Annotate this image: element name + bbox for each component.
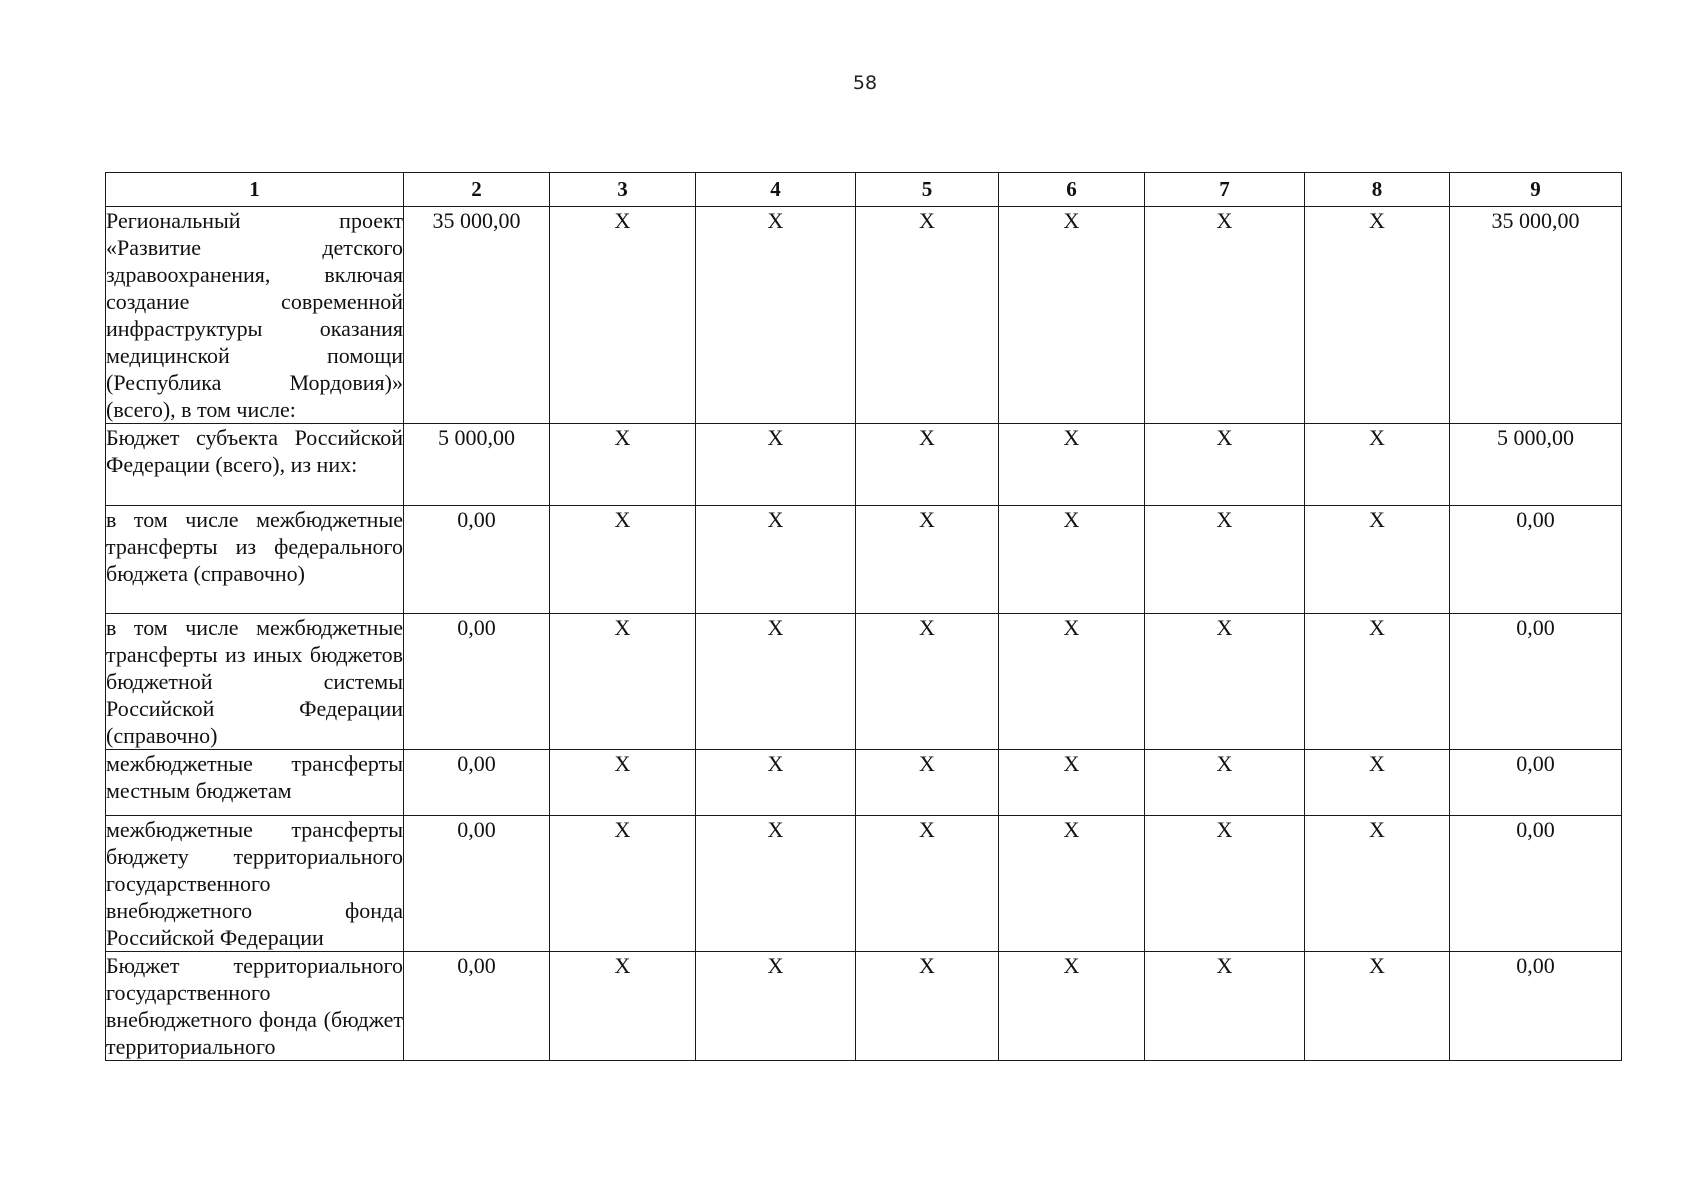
cell-col5: X (856, 506, 999, 614)
column-header: 3 (550, 173, 696, 207)
cell-col8: X (1305, 207, 1450, 424)
table-row (106, 816, 1622, 952)
row-label: Бюджет территориального государственного внебюджетного фонда (бюджет территориального (106, 953, 403, 1059)
table-row (106, 424, 1622, 506)
cell-col4: X (696, 952, 856, 1061)
cell-col5: X (856, 614, 999, 750)
row-label: межбюджетные трансферты местным бюджетам (106, 750, 404, 816)
cell-col5: X (856, 424, 999, 506)
cell-col8: X (1305, 952, 1450, 1061)
cell-col8: X (1305, 750, 1450, 816)
table-row (106, 207, 1622, 424)
row-label: межбюджетные трансферты бюджету территориального государственного внебюджетного фонда Российской Федерации (106, 817, 403, 950)
cell-col5: X (856, 816, 999, 952)
row-label: в том числе межбюджетные трансферты из иных бюджетов бюджетной системы Российской Федерации (справочно) (106, 615, 403, 748)
cell-col4: X (696, 816, 856, 952)
table-row (106, 506, 1622, 614)
cell-col2: 35 000,00 (404, 207, 550, 424)
cell-col3: X (550, 952, 696, 1061)
budget-table (105, 172, 1622, 1061)
cell-col2: 5 000,00 (404, 424, 550, 506)
cell-col6: X (999, 506, 1145, 614)
cell-col5: X (856, 207, 999, 424)
cell-col2: 0,00 (404, 816, 550, 952)
table-row (106, 750, 1622, 816)
cell-col2: 0,00 (404, 506, 550, 614)
column-header: 2 (404, 173, 550, 207)
cell-col4: X (696, 424, 856, 506)
cell-col6: X (999, 424, 1145, 506)
cell-col6: X (999, 614, 1145, 750)
cell-col3: X (550, 614, 696, 750)
column-header: 6 (999, 173, 1145, 207)
cell-col3: X (550, 207, 696, 424)
cell-col9: 0,00 (1450, 816, 1622, 952)
cell-col8: X (1305, 424, 1450, 506)
table-row (106, 614, 1622, 750)
column-header: 9 (1450, 173, 1622, 207)
cell-col4: X (696, 207, 856, 424)
column-header: 8 (1305, 173, 1450, 207)
cell-col9: 0,00 (1450, 750, 1622, 816)
cell-col2: 0,00 (404, 952, 550, 1061)
page-number: 58 (852, 72, 878, 94)
cell-col7: X (1145, 750, 1305, 816)
cell-col7: X (1145, 816, 1305, 952)
column-header: 5 (856, 173, 999, 207)
cell-col5: X (856, 750, 999, 816)
cell-col9: 5 000,00 (1450, 424, 1622, 506)
column-header: 1 (106, 173, 404, 207)
cell-col6: X (999, 750, 1145, 816)
cell-col5: X (856, 952, 999, 1061)
cell-col9: 0,00 (1450, 506, 1622, 614)
cell-col4: X (696, 506, 856, 614)
cell-col4: X (696, 614, 856, 750)
cell-col6: X (999, 952, 1145, 1061)
cell-col6: X (999, 207, 1145, 424)
cell-col8: X (1305, 614, 1450, 750)
column-header: 4 (696, 173, 856, 207)
row-label: в том числе межбюджетные трансферты из федерального бюджета (справочно) (106, 506, 404, 614)
cell-col8: X (1305, 506, 1450, 614)
cell-col6: X (999, 816, 1145, 952)
row-label: Региональный проект «Развитие детского здравоохранения, включая создание современной инфраструктуры оказания медицинской помощи (Республика Мордовия)» (всего), в том числе: (106, 208, 403, 422)
cell-col4: X (696, 750, 856, 816)
cell-col7: X (1145, 952, 1305, 1061)
cell-col3: X (550, 506, 696, 614)
table-row (106, 952, 1622, 1061)
cell-col2: 0,00 (404, 750, 550, 816)
header-row (106, 173, 1622, 207)
cell-col8: X (1305, 816, 1450, 952)
cell-col9: 0,00 (1450, 614, 1622, 750)
cell-col7: X (1145, 424, 1305, 506)
cell-col3: X (550, 424, 696, 506)
cell-col3: X (550, 750, 696, 816)
cell-col7: X (1145, 506, 1305, 614)
cell-col2: 0,00 (404, 614, 550, 750)
cell-col7: X (1145, 614, 1305, 750)
row-label: Бюджет субъекта Российской Федерации (всего), из них: (106, 424, 404, 506)
cell-col7: X (1145, 207, 1305, 424)
cell-col9: 35 000,00 (1450, 207, 1622, 424)
column-header: 7 (1145, 173, 1305, 207)
cell-col3: X (550, 816, 696, 952)
cell-col9: 0,00 (1450, 952, 1622, 1061)
